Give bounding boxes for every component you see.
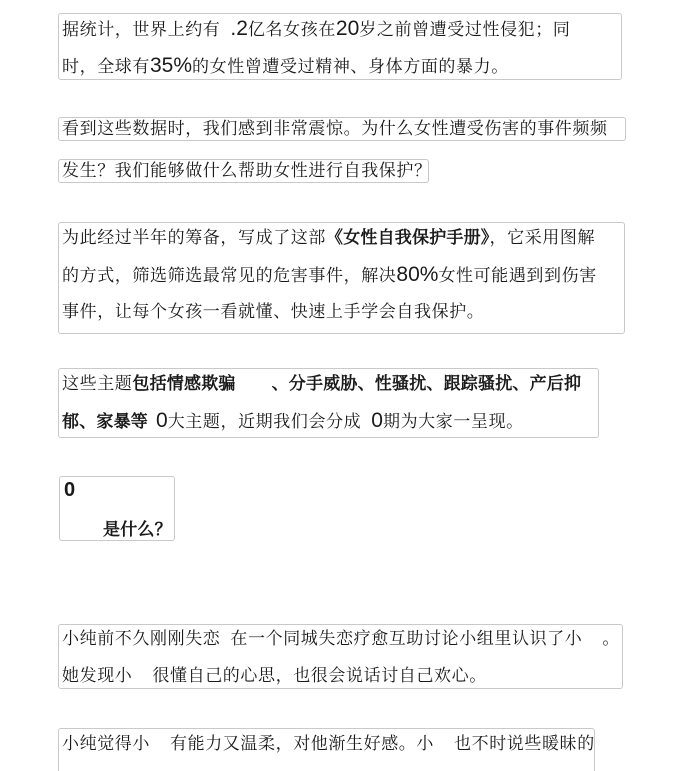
text-line bbox=[62, 18, 570, 40]
text-run: 《女性自我保护手册》 bbox=[326, 228, 490, 247]
text-run: 、分手威胁、性骚扰、跟踪骚扰、产后抑 bbox=[271, 374, 582, 393]
text-run: 看到这些数据时，我们感到非常震惊。为什么女性遭受伤害的事件频频 bbox=[62, 119, 608, 138]
missing-char-gap bbox=[434, 748, 454, 749]
text-line bbox=[62, 55, 509, 77]
story-paragraph-1-box bbox=[58, 624, 623, 689]
missing-char-gap bbox=[236, 388, 272, 389]
text-run: 35% bbox=[150, 54, 193, 77]
text-run: 事件，让每个女孩一看就懂、快速上手学会自我保护。 bbox=[62, 302, 485, 321]
missing-char-gap bbox=[132, 680, 152, 681]
text-run: 时，全球有 bbox=[62, 57, 150, 76]
text-line bbox=[62, 628, 620, 650]
story-paragraph-2-box bbox=[58, 728, 595, 771]
text-line bbox=[62, 160, 432, 182]
text-run: 为此经过半年的筹备，写成了这部 bbox=[62, 228, 326, 247]
text-run: 小纯前不久刚刚失恋 bbox=[62, 629, 221, 648]
missing-char-gap bbox=[148, 426, 156, 427]
text-run: 0 bbox=[64, 479, 76, 501]
text-line bbox=[62, 733, 595, 755]
text-run: ，它采用图解 bbox=[489, 228, 596, 247]
text-run: 发生？我们能够做什么帮助女性进行自我保护？ bbox=[62, 161, 432, 180]
text-run: 0 bbox=[156, 409, 168, 432]
text-line bbox=[62, 373, 581, 395]
text-line bbox=[103, 519, 172, 541]
missing-char-gap bbox=[361, 426, 371, 427]
text-line bbox=[62, 301, 484, 323]
text-run: 0 bbox=[371, 409, 383, 432]
text-run: 她发现小 bbox=[62, 666, 133, 685]
missing-char-gap bbox=[220, 34, 230, 35]
text-run: 的女性曾遭受过精神、身体方面的暴力。 bbox=[192, 57, 509, 76]
missing-char-gap bbox=[220, 643, 230, 644]
text-run: 。 bbox=[602, 629, 621, 648]
text-line bbox=[62, 118, 608, 140]
text-run: 的方式，筛选筛选最常见的危害事件，解决 bbox=[62, 266, 397, 285]
text-run: 包括情感欺骗 bbox=[132, 374, 236, 393]
text-run: 这些主题 bbox=[62, 374, 133, 393]
text-run: 在一个同城失恋疗愈互助讨论小组里认识了小 bbox=[230, 629, 583, 648]
text-line bbox=[62, 227, 595, 249]
text-run: .2 bbox=[230, 17, 248, 40]
shock-question-line2-box bbox=[58, 159, 432, 183]
handbook-intro-paragraph-box bbox=[58, 222, 625, 334]
text-run: 有能力又温柔，对他渐生好感。小 bbox=[170, 734, 434, 753]
topics-list-paragraph-box bbox=[58, 368, 599, 438]
text-line bbox=[62, 410, 524, 432]
text-run: 大主题，近期我们会分成 bbox=[167, 412, 362, 431]
text-run: 80% bbox=[396, 263, 439, 286]
text-run: 也不时说些暖昧的 bbox=[454, 734, 595, 753]
text-run: 很懂自己的心思，也很会说话讨自己欢心。 bbox=[152, 666, 487, 685]
text-run: 据统计，世界上约有 bbox=[62, 20, 221, 39]
text-run: 期为大家一呈现。 bbox=[382, 412, 524, 431]
section-heading-box bbox=[59, 476, 175, 541]
text-line bbox=[62, 264, 597, 286]
missing-char-gap bbox=[582, 643, 602, 644]
text-run: 郁、家暴等 bbox=[62, 412, 148, 431]
text-run: 女性可能遇到到伤害 bbox=[438, 266, 597, 285]
shock-question-line1-box bbox=[58, 117, 626, 141]
text-run: 小纯觉得小 bbox=[62, 734, 150, 753]
missing-char-gap bbox=[150, 748, 170, 749]
text-run: 是什么？ bbox=[103, 520, 172, 539]
text-line bbox=[62, 665, 487, 687]
text-run: 20 bbox=[335, 17, 360, 40]
statistics-paragraph-box bbox=[58, 13, 622, 80]
text-run: 岁之前曾遭受过性侵犯；同 bbox=[359, 20, 571, 39]
text-run: 亿名女孩在 bbox=[247, 20, 336, 39]
text-line bbox=[64, 479, 75, 501]
